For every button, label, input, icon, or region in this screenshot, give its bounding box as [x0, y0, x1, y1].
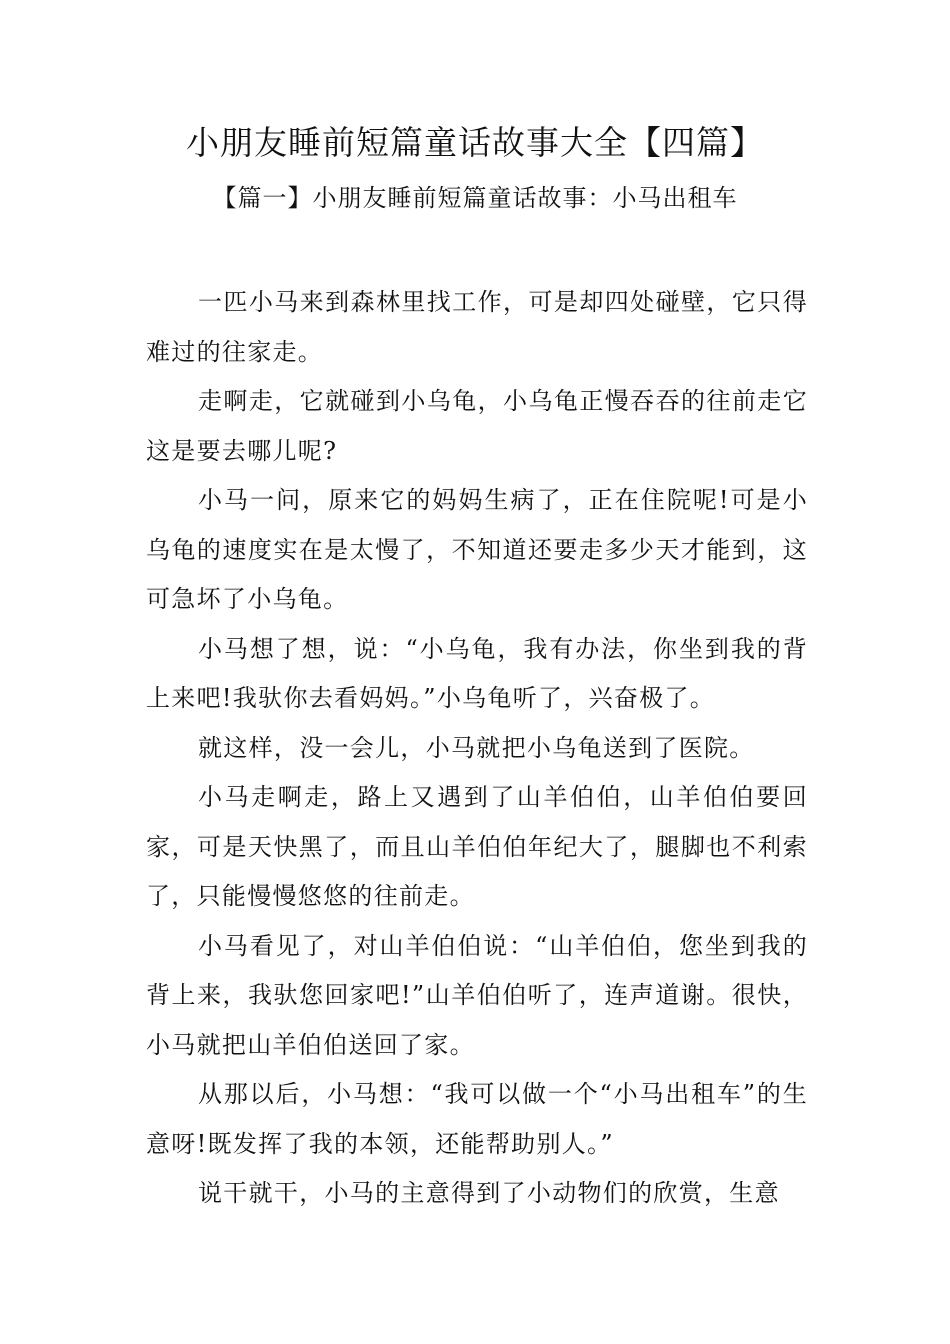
paragraph-4: 小马想了想，说：“小乌龟，我有办法，你坐到我的背上来吧!我驮你去看妈妈。”小乌龟听了，兴奋极了。	[146, 634, 808, 712]
paragraph-5: 就这样，没一会儿，小马就把小乌龟送到了医院。	[198, 733, 755, 762]
paragraph-7: 小马看见了，对山羊伯伯说：“山羊伯伯，您坐到我的背上来，我驮您回家吧!”山羊伯伯听了，连声道谢。很快，小马就把山羊伯伯送回了家。	[146, 931, 808, 1059]
story-body	[146, 278, 808, 1219]
paragraph-9: 说干就干，小马的主意得到了小动物们的欣赏，生意	[198, 1179, 780, 1207]
paragraph-3: 小马一问，原来它的妈妈生病了，正在住院呢!可是小乌龟的速度实在是太慢了，不知道还要走多少天才能到，这可急坏了小乌龟。	[146, 486, 808, 613]
section-heading: 【篇一】小朋友睡前短篇童话故事：小马出租车	[212, 184, 738, 212]
paragraph-1: 一匹小马来到森林里找工作，可是却四处碰壁，它只得难过的往家走。	[146, 288, 808, 366]
paragraph-2: 走啊走，它就碰到小乌龟，小乌龟正慢吞吞的往前走它这是要去哪儿呢?	[146, 387, 808, 465]
document-title: 小朋友睡前短篇童话故事大全【四篇】	[186, 123, 764, 162]
paragraph-8: 从那以后，小马想：“我可以做一个“小马出租车”的生意呀!既发挥了我的本领，还能帮助别人。”	[146, 1080, 808, 1158]
paragraph-6: 小马走啊走，路上又遇到了山羊伯伯，山羊伯伯要回家，可是天快黑了，而且山羊伯伯年纪大了，腿脚也不利索了，只能慢慢悠悠的往前走。	[146, 783, 808, 910]
